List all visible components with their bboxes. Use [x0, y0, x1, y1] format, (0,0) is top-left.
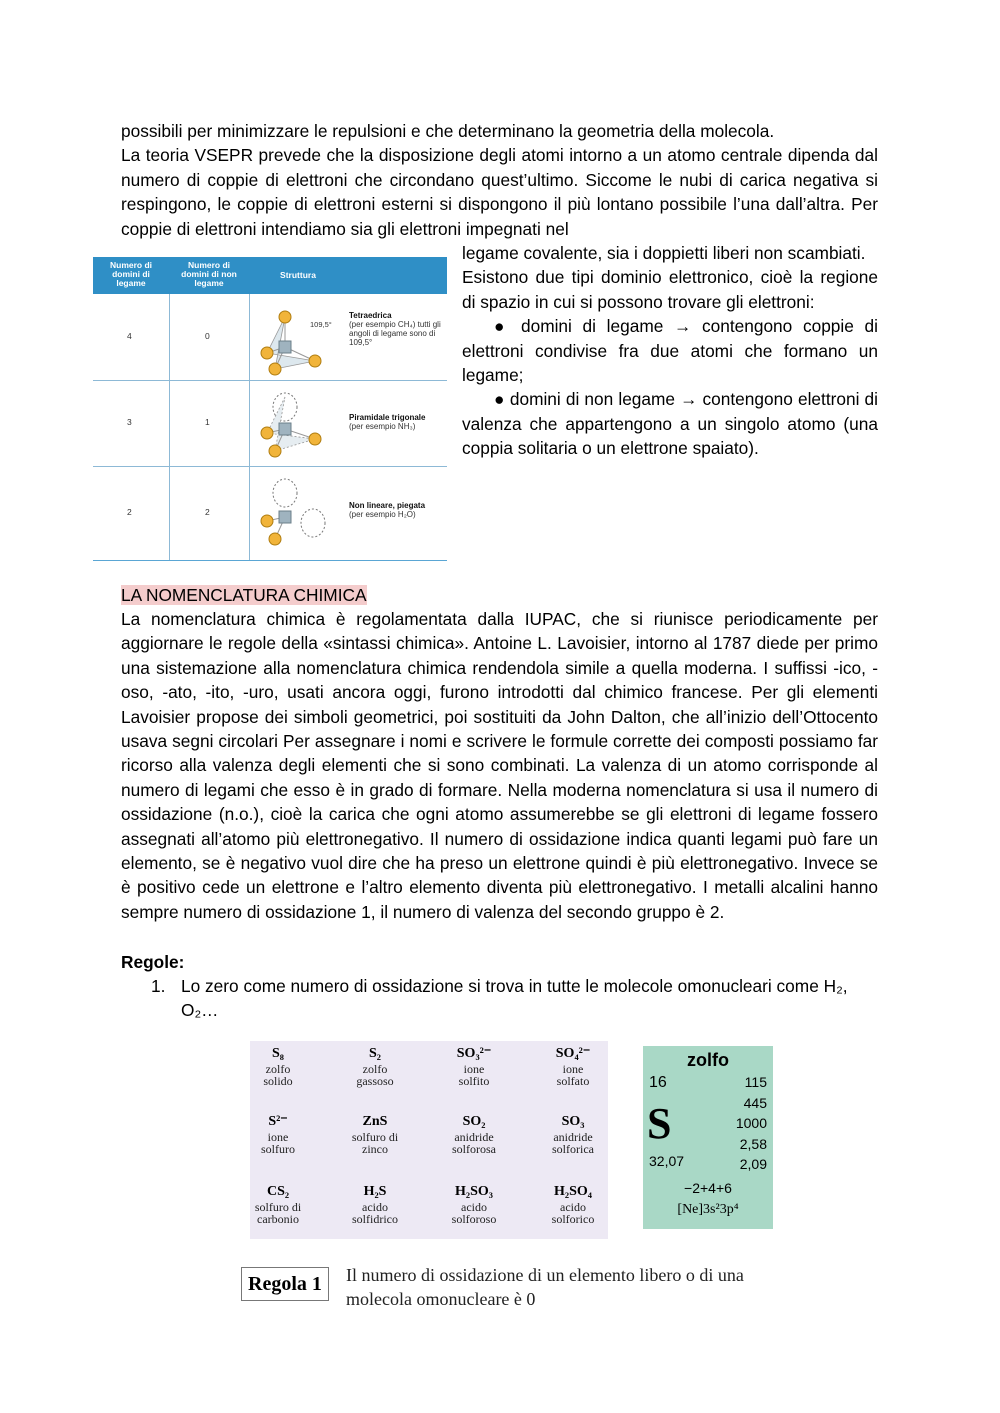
table-divider — [93, 380, 447, 381]
compound-desc: anidride — [553, 1130, 593, 1144]
compound-desc: zolfo — [362, 1062, 388, 1076]
trigonal-pyramidal-structure-icon — [253, 385, 343, 463]
compound-desc: solfuro — [261, 1142, 295, 1156]
compound-item — [429, 1113, 519, 1155]
row2-structure-detail: (per esempio NH₃) — [349, 422, 416, 431]
bullet-nonbond-domains: ● domini di non legame → contengono elettroni di valenza che appartengono a un singolo atomo (una coppia solitaria o un elettrone spaiato). — [462, 389, 878, 459]
section-heading-text: LA NOMENCLATURA CHIMICA — [121, 585, 367, 605]
tetrahedral-structure-icon — [253, 303, 343, 379]
row1-structure-detail: (per esempio CH₄) tutti gli angoli di legame sono di 109,5° — [349, 320, 441, 347]
compound-desc: zolfo — [265, 1062, 291, 1076]
header-bond-domains: Numero di domini di legame — [109, 260, 153, 288]
element-property: 1000 — [735, 1115, 767, 1131]
compound-formula: S²⁻ — [268, 1114, 288, 1129]
element-property: 115 — [744, 1074, 767, 1090]
row2-structure-name: Piramidale trigonale — [349, 413, 426, 422]
row1-structure-name: Tetraedrica — [349, 311, 392, 320]
compound-desc: solforica — [552, 1142, 594, 1156]
compound-desc: solfuro di — [254, 1200, 302, 1214]
compound-desc: zinco — [362, 1142, 388, 1156]
compound-item — [330, 1113, 420, 1155]
compound-formula: H₂SO₃ — [455, 1184, 493, 1199]
compound-item — [528, 1045, 618, 1087]
rules-title: Regole: — [121, 952, 185, 972]
row3-structure-detail: (per esempio H₂O) — [349, 510, 416, 519]
row2-nonbond-count: 1 — [205, 417, 210, 427]
compound-formula: CS₂ — [266, 1184, 290, 1199]
compound-formula: SO₃²⁻ — [456, 1046, 492, 1061]
section-heading — [121, 583, 367, 607]
compound-formula: ZnS — [362, 1114, 388, 1129]
compound-desc: anidride — [454, 1130, 494, 1144]
row1-bond-count: 4 — [127, 331, 132, 341]
intro-paragraph-2-continued: legame covalente, sia i doppietti liberi non scambiati. — [462, 243, 866, 263]
header-nonbond-domains: Numero di domini di non legame — [181, 260, 237, 288]
row2-description — [349, 413, 444, 431]
compound-desc: acido — [560, 1200, 586, 1214]
element-mass: 32,07 — [649, 1153, 685, 1169]
compound-desc: solfito — [458, 1074, 490, 1088]
compound-desc: acido — [362, 1200, 388, 1214]
element-electron-config: [Ne]3s²3p⁴ — [677, 1202, 739, 1217]
compound-formula: SO₂ — [462, 1114, 486, 1129]
rule-1-text: Lo zero come numero di ossidazione si trova in tutte le molecole omonucleari come H₂, O₂… — [181, 976, 848, 1021]
sulfur-element-card — [643, 1046, 773, 1229]
compound-desc: solfato — [556, 1074, 590, 1088]
compound-desc: solforico — [551, 1212, 595, 1226]
compound-desc: gassoso — [356, 1074, 394, 1088]
compound-desc: solforoso — [451, 1212, 497, 1226]
compound-item — [233, 1113, 323, 1155]
bent-structure-icon — [253, 471, 343, 557]
vsepr-table — [93, 257, 447, 561]
rule-statement: Il numero di ossidazione di un elemento libero o di una molecola omonucleare è 0 — [346, 1265, 744, 1309]
element-atomic-number: 16 — [649, 1074, 667, 1091]
intro-paragraph-1: possibili per minimizzare le repulsioni e che determinano la geometria della molecola. — [121, 121, 775, 141]
element-oxidation-states: −2+4+6 — [684, 1180, 732, 1196]
compound-desc: ione — [267, 1130, 289, 1144]
compound-formula: S₈ — [272, 1046, 284, 1061]
table-divider — [93, 560, 447, 561]
row3-bond-count: 2 — [127, 507, 132, 517]
compound-item — [233, 1045, 323, 1087]
rule-1-item — [151, 974, 878, 1023]
compound-formula: H₂SO₄ — [554, 1184, 592, 1199]
row2-bond-count: 3 — [127, 417, 132, 427]
compound-item — [330, 1183, 420, 1225]
wrapped-text — [462, 241, 878, 461]
compound-formula: S₂ — [369, 1046, 381, 1061]
header-structure: Struttura — [280, 270, 316, 280]
element-property: 445 — [743, 1094, 767, 1111]
compound-item — [233, 1183, 323, 1225]
compound-desc: solfidrico — [352, 1212, 398, 1226]
table-divider — [249, 294, 250, 561]
compound-desc: ione — [562, 1062, 584, 1076]
rule-1-number: 1. — [151, 976, 166, 996]
compound-desc: solfuro di — [351, 1130, 399, 1144]
compound-formula: SO₃ — [561, 1114, 585, 1129]
row1-angle-label: 109,5° — [310, 320, 332, 329]
compound-desc: solforosa — [452, 1142, 496, 1156]
row1-nonbond-count: 0 — [205, 331, 210, 341]
compound-item — [429, 1045, 519, 1087]
intro-text — [121, 119, 878, 241]
element-property: 2,58 — [739, 1135, 767, 1152]
compound-formula: SO₄²⁻ — [555, 1046, 591, 1061]
compound-desc: acido — [461, 1200, 487, 1214]
compound-item — [528, 1113, 618, 1155]
table-divider — [169, 294, 170, 561]
bullet-bond-domains: ● domini di legame → contengono coppie di elettroni condivise fra due atomi che formano un legame; — [462, 316, 878, 386]
compound-desc: carbonio — [257, 1212, 299, 1226]
row1-description — [349, 311, 444, 347]
compound-item — [330, 1045, 420, 1087]
rule-label-box: Regola 1 — [241, 1267, 329, 1301]
row3-structure-name: Non lineare, piegata — [349, 501, 426, 510]
row3-nonbond-count: 2 — [205, 507, 210, 517]
compound-desc: solido — [263, 1074, 293, 1088]
compound-desc: ione — [463, 1062, 485, 1076]
row3-description — [349, 501, 444, 519]
compound-item — [528, 1183, 618, 1225]
element-name: zolfo — [687, 1050, 729, 1070]
domains-paragraph: Esistono due tipi dominio elettronico, cioè la regione di spazio in cui si possono trovare gli elettroni: — [462, 267, 878, 312]
element-property: 2,09 — [739, 1156, 767, 1172]
element-properties — [736, 1072, 767, 1175]
table-divider — [93, 466, 447, 467]
intro-paragraph-2: La teoria VSEPR prevede che la disposizione degli atomi intorno a un atomo centrale dipenda dal numero di coppie di elettroni che circondano quest’ultimo. Siccome le nubi di carica negativa si respingono, le coppie di elettroni esterni si dispongono il più lontano possibile l’una dall’altra. Per coppie di elettroni intendiamo sia gli elettroni impegnati nel — [121, 145, 878, 239]
compound-item — [429, 1183, 519, 1225]
vsepr-table-header — [93, 257, 447, 294]
nomenclature-paragraph: La nomenclatura chimica è regolamentata dalla IUPAC, che si riunisce periodicamente per aggiornare le regole della «sintassi chimica». Antoine L. Lavoisier, intorno al 1787 diede per primo una sistemazione alla nomenclatura chimica rendendola simile a quella moderna. I suffissi -ico, -oso, -ato, -ito, -uro, usati ancora oggi, furono introdotti dal chimico francese. Per gli elementi Lavoisier propose dei simboli geometrici, poi sostituiti da John Dalton, che all’inizio dell’Ottocento usava segni circolari Per assegnare i nomi e scrivere le formule corrette dei composti possiamo far ricorso alla valenza degli elementi che si sono combinati. La valenza di un atomo corrisponde al numero di legami che esso è in grado di formare. Nella moderna nomenclatura si usa il numero di ossidazione (n.o.), cioè la carica che ogni atomo assumerebbe se gli elettroni di legame fossero assegnati all’atomo più elettronegativo. Il numero di ossidazione indica quanti legami può fare un elemento, se è negativo vuol dire che ha preso un elettrone quindi è più elettronegativo. Invece se è positivo cede un elettrone e l’altro elemento diventa più elettronegativo. I metalli alcalini hanno sempre numero di ossidazione 1, il numero di valenza del secondo gruppo è 2. — [121, 609, 878, 922]
element-symbol: S — [647, 1099, 672, 1148]
compound-formula: H₂S — [363, 1184, 387, 1199]
sulfur-compounds-grid — [250, 1041, 608, 1239]
